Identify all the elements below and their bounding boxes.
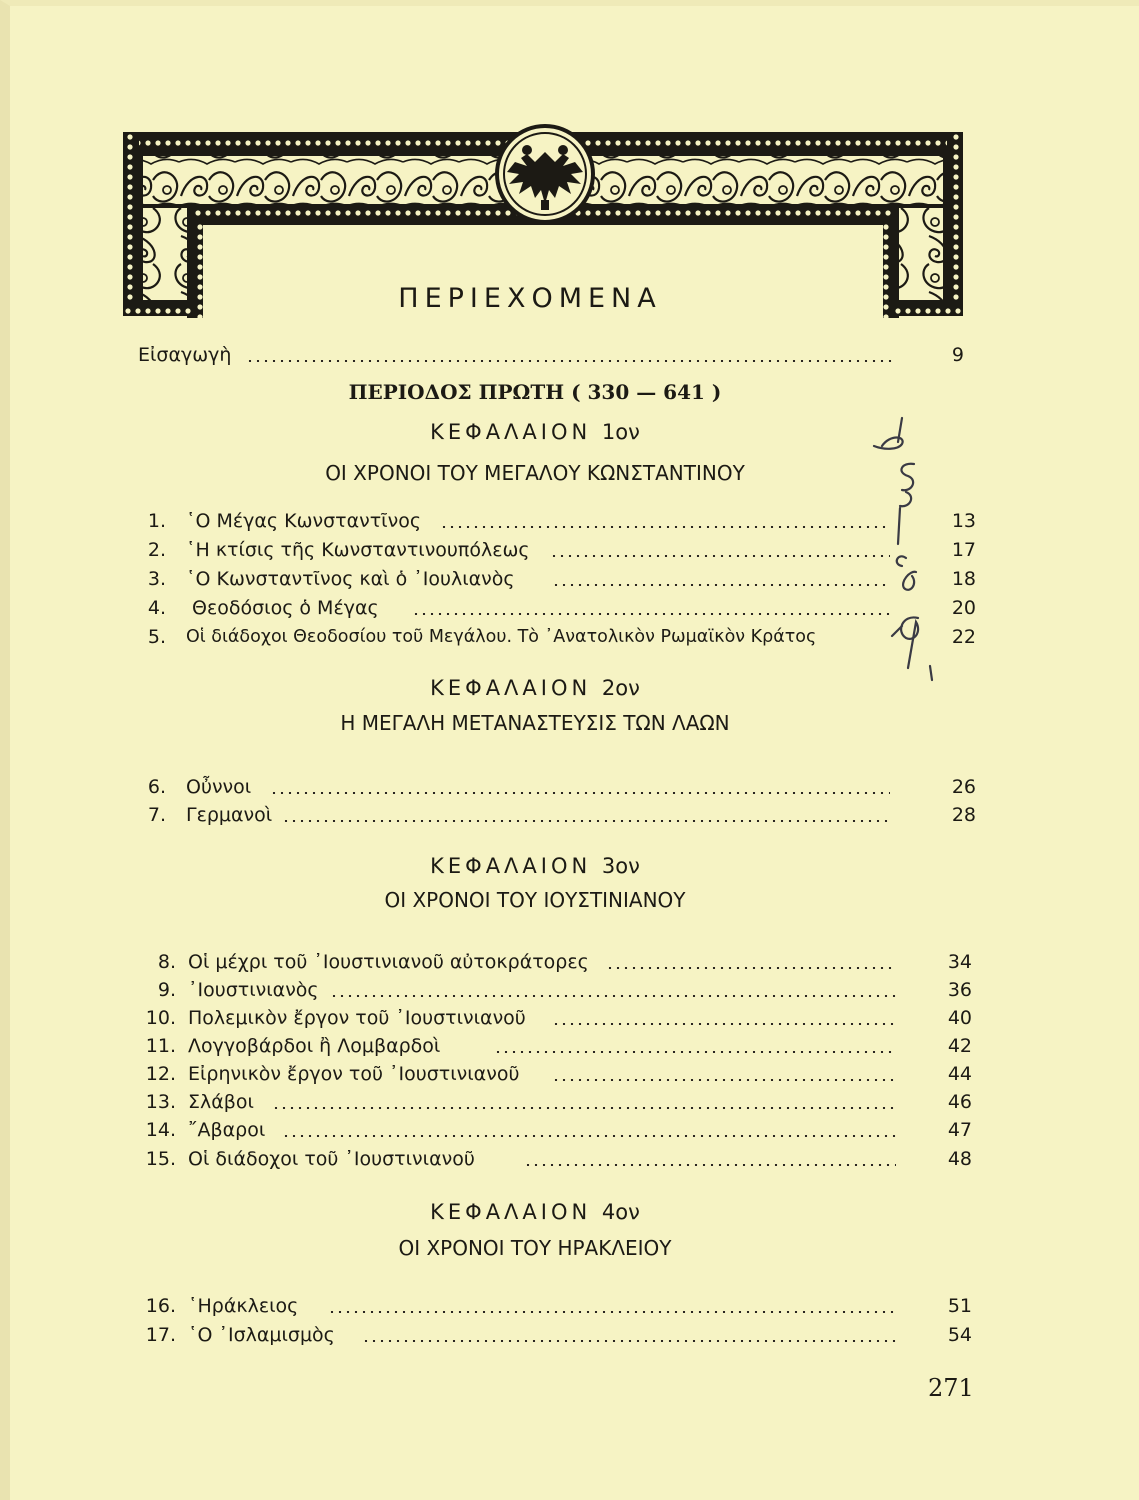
toc-page: 34 — [947, 951, 972, 973]
toc-entry-text: Σλάβοι — [188, 1091, 254, 1113]
toc-row[interactable] — [0, 1031, 1139, 1061]
toc-row[interactable] — [0, 593, 1139, 623]
dot-leader — [246, 360, 892, 362]
toc-entry-text: Λογγοβάρδοι ἢ Λομβαρδοὶ — [188, 1035, 441, 1057]
chapter-ordinal: 3ον — [601, 854, 640, 878]
chapter-heading-4 — [0, 1200, 1070, 1224]
toc-number: 3. — [147, 568, 166, 590]
toc-entry-text: Οἱ διάδοχοι τοῦ ᾿Ιουστινιανοῦ — [188, 1148, 475, 1170]
toc-row[interactable] — [0, 1003, 1139, 1033]
toc-row[interactable] — [0, 800, 1139, 830]
dot-leader — [440, 526, 890, 528]
toc-row[interactable] — [0, 564, 1139, 594]
page-number: 271 — [928, 1374, 974, 1402]
toc-entry-text: ῾Ηράκλειος — [188, 1295, 299, 1317]
chapter-word: ΚΕΦΑΛΑΙΟΝ — [430, 676, 592, 700]
toc-row-intro[interactable] — [0, 340, 1139, 370]
toc-number: 10. — [145, 1007, 176, 1029]
toc-row[interactable] — [0, 947, 1139, 977]
toc-page: 47 — [947, 1119, 972, 1141]
toc-entry-text: Οὖννοι — [186, 776, 252, 798]
dot-leader — [550, 555, 890, 557]
chapter-ordinal: 2ον — [601, 676, 640, 700]
toc-row[interactable] — [0, 1087, 1139, 1117]
chapter-word: ΚΕΦΑΛΑΙΟΝ — [430, 854, 592, 878]
chapter-word: ΚΕΦΑΛΑΙΟΝ — [430, 420, 592, 444]
toc-page: 44 — [947, 1063, 972, 1085]
toc-number: 4. — [147, 597, 166, 619]
toc-entry-text: Εἰσαγωγὴ — [138, 344, 232, 366]
toc-number: 13. — [145, 1091, 176, 1113]
toc-entry-text: ῾Ο ᾿Ισλαμισμὸς — [188, 1324, 335, 1346]
toc-page: 28 — [951, 804, 976, 826]
dot-leader — [282, 1135, 896, 1137]
chapter-heading-2 — [0, 676, 1070, 700]
dot-leader — [272, 1107, 896, 1109]
toc-number: 11. — [145, 1035, 176, 1057]
toc-row[interactable] — [0, 975, 1139, 1005]
toc-row[interactable] — [0, 535, 1139, 565]
chapter-title-4: ΟΙ ΧΡΟΝΟΙ ΤΟΥ ΗΡΑΚΛΕΙΟΥ — [398, 1236, 672, 1260]
toc-page: 46 — [947, 1091, 972, 1113]
toc-number: 12. — [145, 1063, 176, 1085]
toc-number: 16. — [145, 1295, 176, 1317]
dot-leader — [282, 820, 890, 822]
toc-entry-text: Γερμανοὶ — [186, 804, 273, 826]
toc-number: 6. — [147, 776, 166, 798]
toc-number: 7. — [147, 804, 166, 826]
toc-page: 18 — [951, 568, 976, 590]
toc-row[interactable] — [0, 1320, 1139, 1350]
dot-leader — [362, 1340, 896, 1342]
toc-number: 2. — [147, 539, 166, 561]
toc-number: 9. — [157, 979, 176, 1001]
pencil-annotation — [862, 412, 942, 692]
toc-entry-text: Εἰρηνικὸν ἔργον τοῦ ᾿Ιουστινιανοῦ — [188, 1063, 520, 1085]
toc-entry-text: Οἱ διάδοχοι Θεοδοσίου τοῦ Μεγάλου. Τὸ ᾿Ανατολικὸν Ρωμαϊκὸν Κράτος — [186, 627, 817, 647]
dot-leader — [494, 1051, 896, 1053]
chapter-ordinal: 4ον — [601, 1200, 640, 1224]
toc-page: 13 — [951, 510, 976, 532]
toc-number: 14. — [145, 1119, 176, 1141]
dot-leader — [552, 1023, 896, 1025]
toc-number: 8. — [157, 951, 176, 973]
chapter-heading-3 — [0, 854, 1070, 878]
toc-page: 17 — [951, 539, 976, 561]
toc-page: 51 — [947, 1295, 972, 1317]
toc-entry-text: ῎Αβαροι — [188, 1119, 266, 1141]
toc-row[interactable] — [0, 622, 1139, 652]
toc-page: 54 — [947, 1324, 972, 1346]
chapter-title-3: ΟΙ ΧΡΟΝΟΙ ΤΟΥ ΙΟΥΣΤΙΝΙΑΝΟΥ — [384, 888, 686, 912]
chapter-word: ΚΕΦΑΛΑΙΟΝ — [430, 1200, 592, 1224]
dot-leader — [524, 1164, 896, 1166]
toc-page: 20 — [951, 597, 976, 619]
toc-number: 17. — [145, 1324, 176, 1346]
dot-leader — [270, 792, 890, 794]
toc-entry-text: Πολεμικὸν ἔργον τοῦ ᾿Ιουστινιανοῦ — [188, 1007, 526, 1029]
toc-entry-text: ῾Ο Κωνσταντῖνος καὶ ὁ ᾿Ιουλιανὸς — [186, 568, 515, 590]
toc-page: 36 — [947, 979, 972, 1001]
toc-row[interactable] — [0, 1059, 1139, 1089]
toc-entry-text: ῾Ο Μέγας Κωνσταντῖνος — [186, 510, 421, 532]
toc-row[interactable] — [0, 1115, 1139, 1145]
toc-number: 5. — [147, 626, 166, 648]
toc-row[interactable] — [0, 506, 1139, 536]
toc-entry-text: ᾿Ιουστινιανὸς — [188, 979, 319, 1001]
toc-page: 22 — [951, 626, 976, 648]
dot-leader — [552, 584, 890, 586]
toc-row[interactable] — [0, 1291, 1139, 1321]
toc-entry-text: ῾Η κτίσις τῆς Κωνσταντινουπόλεως — [186, 539, 530, 561]
chapter-ordinal: 1ον — [601, 420, 640, 444]
toc-row[interactable] — [0, 772, 1139, 802]
toc-page: 40 — [947, 1007, 972, 1029]
dot-leader — [328, 1311, 896, 1313]
toc-number: 1. — [147, 510, 166, 532]
chapter-title-2: Η ΜΕΓΑΛΗ ΜΕΤΑΝΑΣΤΕΥΣΙΣ ΤΩΝ ΛΑΩΝ — [340, 711, 730, 735]
page-title: ΠΕΡΙΕΧΟΜΕΝΑ — [398, 283, 662, 314]
dot-leader — [552, 1079, 896, 1081]
period-heading: ΠΕΡΙΟΔΟΣ ΠΡΩΤΗ ( 330 — 641 ) — [348, 380, 722, 404]
toc-page: 26 — [951, 776, 976, 798]
dot-leader — [412, 613, 890, 615]
toc-page: 42 — [947, 1035, 972, 1057]
toc-page: 9 — [951, 344, 964, 366]
toc-row[interactable] — [0, 1144, 1139, 1174]
toc-number: 15. — [145, 1148, 176, 1170]
toc-entry-text: Θεοδόσιος ὁ Μέγας — [192, 597, 379, 619]
toc-page: 48 — [947, 1148, 972, 1170]
dot-leader — [330, 995, 896, 997]
dot-leader — [606, 967, 896, 969]
toc-entry-text: Οἱ μέχρι τοῦ ᾿Ιουστινιανοῦ αὐτοκράτορες — [188, 951, 589, 973]
chapter-title-1: ΟΙ ΧΡΟΝΟΙ ΤΟΥ ΜΕΓΑΛΟΥ ΚΩΝΣΤΑΝΤΙΝΟΥ — [325, 461, 745, 485]
